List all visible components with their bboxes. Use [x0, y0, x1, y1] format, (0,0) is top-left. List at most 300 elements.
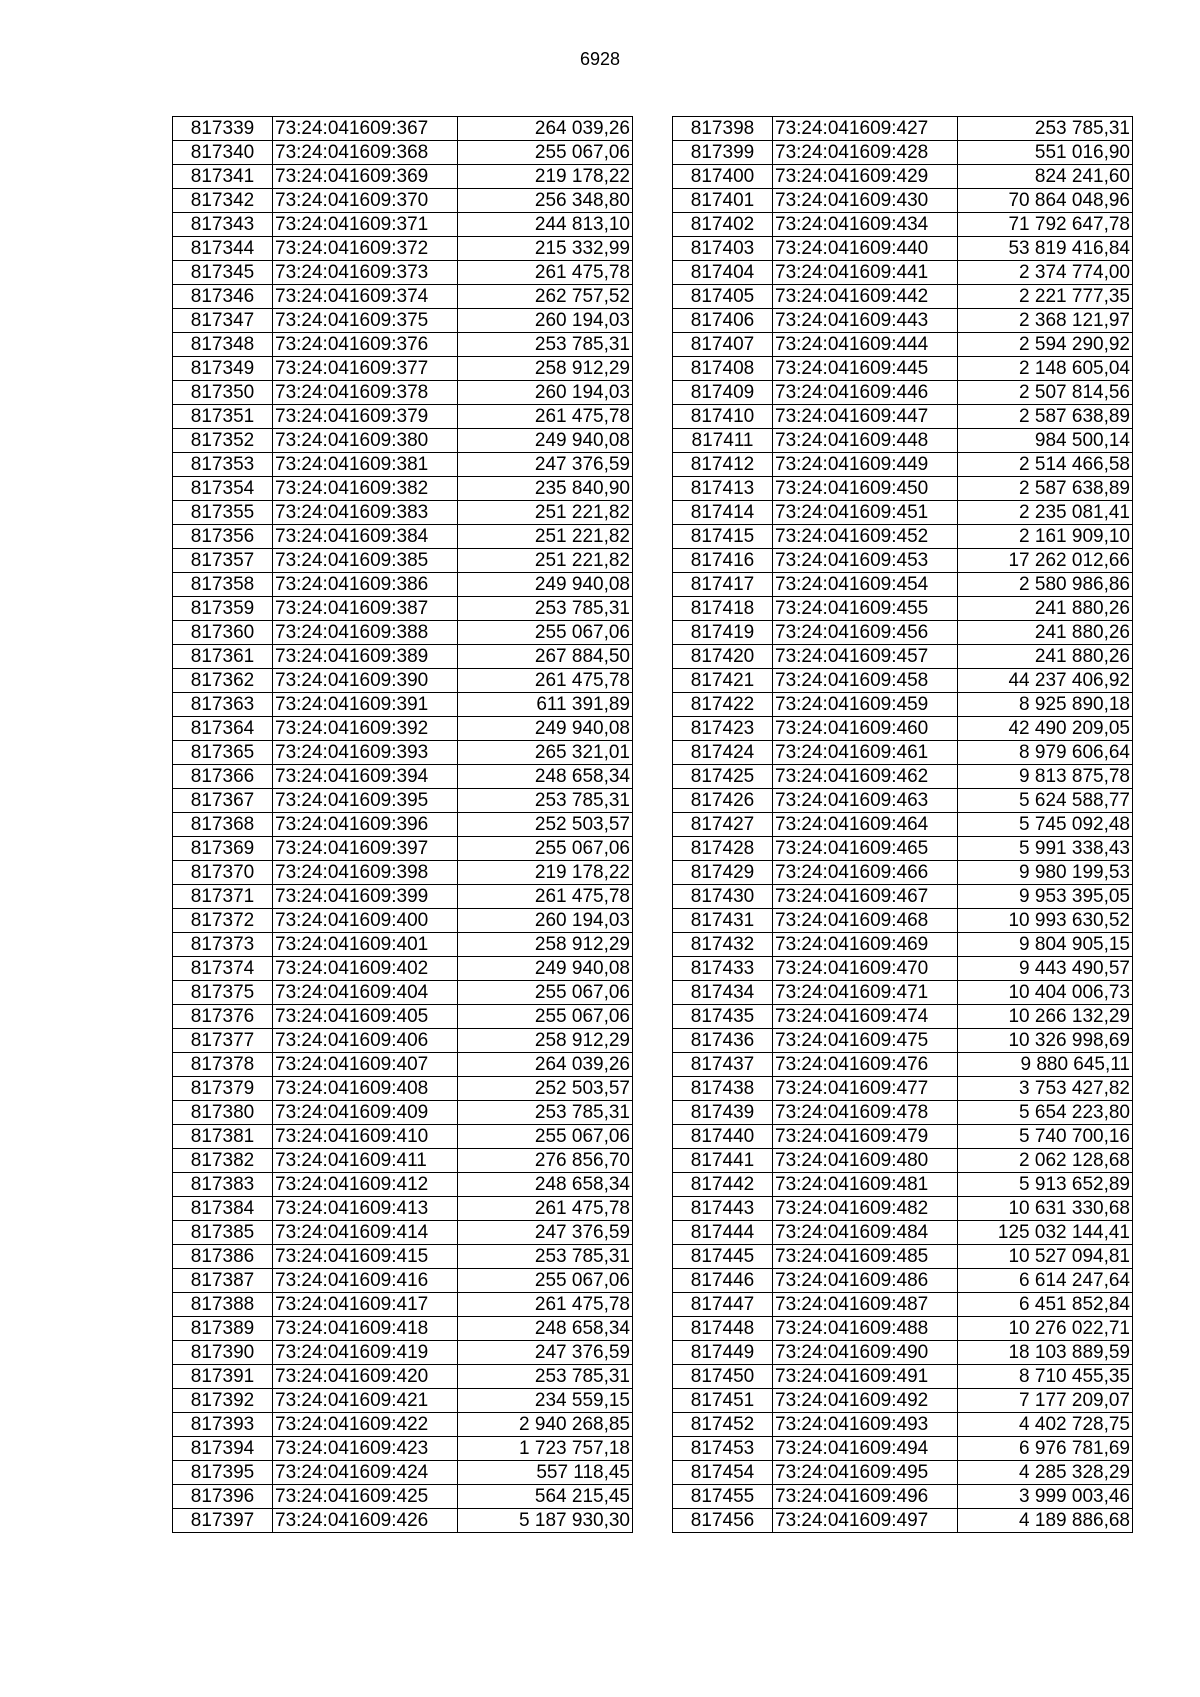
table-row: [673, 333, 1133, 357]
cadastral-number-cell: 73:24:041609:408: [273, 1077, 458, 1101]
record-number-cell: 817429: [673, 861, 773, 885]
record-number-cell: 817367: [173, 789, 273, 813]
value-cell: 2 374 774,00: [958, 261, 1133, 285]
value-cell: 262 757,52: [458, 285, 633, 309]
record-number-cell: 817363: [173, 693, 273, 717]
cadastral-number-cell: 73:24:041609:418: [273, 1317, 458, 1341]
record-number-cell: 817351: [173, 405, 273, 429]
table-row: [673, 309, 1133, 333]
record-number-cell: 817395: [173, 1461, 273, 1485]
table-row: [673, 885, 1133, 909]
value-cell: 249 940,08: [458, 573, 633, 597]
record-number-cell: 817445: [673, 1245, 773, 1269]
table-row: [173, 1245, 633, 1269]
value-cell: 241 880,26: [958, 597, 1133, 621]
table-row: [673, 357, 1133, 381]
cadastral-number-cell: 73:24:041609:449: [773, 453, 958, 477]
cadastral-number-cell: 73:24:041609:434: [773, 213, 958, 237]
value-cell: 251 221,82: [458, 525, 633, 549]
cadastral-number-cell: 73:24:041609:444: [773, 333, 958, 357]
cadastral-number-cell: 73:24:041609:448: [773, 429, 958, 453]
record-number-cell: 817392: [173, 1389, 273, 1413]
value-cell: 248 658,34: [458, 765, 633, 789]
cadastral-number-cell: 73:24:041609:463: [773, 789, 958, 813]
value-cell: 249 940,08: [458, 957, 633, 981]
record-number-cell: 817385: [173, 1221, 273, 1245]
table-row: [673, 405, 1133, 429]
table-row: [673, 717, 1133, 741]
value-cell: 2 235 081,41: [958, 501, 1133, 525]
record-number-cell: 817433: [673, 957, 773, 981]
record-number-cell: 817355: [173, 501, 273, 525]
cadastral-number-cell: 73:24:041609:377: [273, 357, 458, 381]
record-number-cell: 817390: [173, 1341, 273, 1365]
value-cell: 253 785,31: [458, 333, 633, 357]
record-number-cell: 817373: [173, 933, 273, 957]
table-row: [673, 1341, 1133, 1365]
table-row: [173, 597, 633, 621]
cadastral-number-cell: 73:24:041609:426: [273, 1509, 458, 1533]
record-number-cell: 817425: [673, 765, 773, 789]
value-cell: 9 443 490,57: [958, 957, 1133, 981]
table-row: [173, 1101, 633, 1125]
record-number-cell: 817452: [673, 1413, 773, 1437]
record-number-cell: 817401: [673, 189, 773, 213]
value-cell: 44 237 406,92: [958, 669, 1133, 693]
value-cell: 264 039,26: [458, 1053, 633, 1077]
page-number: 6928: [579, 49, 621, 69]
table-row: [173, 669, 633, 693]
table-row: [173, 1293, 633, 1317]
cadastral-number-cell: 73:24:041609:393: [273, 741, 458, 765]
record-number-cell: 817435: [673, 1005, 773, 1029]
value-cell: 10 527 094,81: [958, 1245, 1133, 1269]
value-cell: 10 266 132,29: [958, 1005, 1133, 1029]
value-cell: 2 514 466,58: [958, 453, 1133, 477]
record-number-cell: 817386: [173, 1245, 273, 1269]
cadastral-number-cell: 73:24:041609:383: [273, 501, 458, 525]
value-cell: 260 194,03: [458, 381, 633, 405]
record-number-cell: 817340: [173, 141, 273, 165]
table-row: [673, 597, 1133, 621]
record-number-cell: 817440: [673, 1125, 773, 1149]
table-row: [173, 1317, 633, 1341]
table-row: [173, 165, 633, 189]
value-cell: 261 475,78: [458, 261, 633, 285]
table-row: [173, 405, 633, 429]
cadastral-number-cell: 73:24:041609:394: [273, 765, 458, 789]
table-row: [673, 525, 1133, 549]
cadastral-number-cell: 73:24:041609:386: [273, 573, 458, 597]
cadastral-number-cell: 73:24:041609:416: [273, 1269, 458, 1293]
cadastral-number-cell: 73:24:041609:455: [773, 597, 958, 621]
table-row: [173, 1125, 633, 1149]
cadastral-number-cell: 73:24:041609:427: [773, 117, 958, 141]
cadastral-number-cell: 73:24:041609:367: [273, 117, 458, 141]
cadastral-number-cell: 73:24:041609:491: [773, 1365, 958, 1389]
record-number-cell: 817389: [173, 1317, 273, 1341]
table-row: [173, 141, 633, 165]
cadastral-number-cell: 73:24:041609:405: [273, 1005, 458, 1029]
value-cell: 247 376,59: [458, 453, 633, 477]
value-cell: 253 785,31: [458, 1245, 633, 1269]
table-row: [173, 285, 633, 309]
record-number-cell: 817366: [173, 765, 273, 789]
value-cell: 5 654 223,80: [958, 1101, 1133, 1125]
record-number-cell: 817446: [673, 1269, 773, 1293]
record-number-cell: 817407: [673, 333, 773, 357]
cadastral-number-cell: 73:24:041609:450: [773, 477, 958, 501]
cadastral-number-cell: 73:24:041609:447: [773, 405, 958, 429]
table-row: [673, 141, 1133, 165]
cadastral-number-cell: 73:24:041609:382: [273, 477, 458, 501]
table-row: [173, 261, 633, 285]
table-row: [173, 1509, 633, 1533]
table-row: [173, 693, 633, 717]
table-row: [673, 813, 1133, 837]
cadastral-number-cell: 73:24:041609:466: [773, 861, 958, 885]
record-number-cell: 817368: [173, 813, 273, 837]
table-row: [173, 837, 633, 861]
table-row: [173, 1413, 633, 1437]
cadastral-number-cell: 73:24:041609:402: [273, 957, 458, 981]
value-cell: 260 194,03: [458, 909, 633, 933]
value-cell: 564 215,45: [458, 1485, 633, 1509]
cadastral-number-cell: 73:24:041609:395: [273, 789, 458, 813]
table-row: [173, 1365, 633, 1389]
record-number-cell: 817432: [673, 933, 773, 957]
record-number-cell: 817442: [673, 1173, 773, 1197]
value-cell: 10 326 998,69: [958, 1029, 1133, 1053]
record-number-cell: 817364: [173, 717, 273, 741]
record-number-cell: 817347: [173, 309, 273, 333]
cadastral-number-cell: 73:24:041609:497: [773, 1509, 958, 1533]
value-cell: 984 500,14: [958, 429, 1133, 453]
table-row: [673, 381, 1133, 405]
record-number-cell: 817444: [673, 1221, 773, 1245]
value-cell: 5 187 930,30: [458, 1509, 633, 1533]
value-cell: 253 785,31: [458, 789, 633, 813]
table-row: [673, 861, 1133, 885]
cadastral-number-cell: 73:24:041609:457: [773, 645, 958, 669]
value-cell: 1 723 757,18: [458, 1437, 633, 1461]
record-number-cell: 817381: [173, 1125, 273, 1149]
value-cell: 8 979 606,64: [958, 741, 1133, 765]
value-cell: 6 976 781,69: [958, 1437, 1133, 1461]
cadastral-number-cell: 73:24:041609:446: [773, 381, 958, 405]
record-number-cell: 817358: [173, 573, 273, 597]
record-number-cell: 817374: [173, 957, 273, 981]
value-cell: 4 189 886,68: [958, 1509, 1133, 1533]
cadastral-number-cell: 73:24:041609:414: [273, 1221, 458, 1245]
table-row: [673, 549, 1133, 573]
table-row: [673, 621, 1133, 645]
cadastral-number-cell: 73:24:041609:469: [773, 933, 958, 957]
value-cell: 125 032 144,41: [958, 1221, 1133, 1245]
table-row: [173, 333, 633, 357]
table-row: [173, 957, 633, 981]
value-cell: 261 475,78: [458, 885, 633, 909]
cadastral-number-cell: 73:24:041609:424: [273, 1461, 458, 1485]
cadastral-number-cell: 73:24:041609:406: [273, 1029, 458, 1053]
table-row: [673, 501, 1133, 525]
cadastral-number-cell: 73:24:041609:410: [273, 1125, 458, 1149]
record-number-cell: 817436: [673, 1029, 773, 1053]
right-data-table: [672, 116, 1133, 1533]
record-number-cell: 817447: [673, 1293, 773, 1317]
value-cell: 253 785,31: [958, 117, 1133, 141]
cadastral-number-cell: 73:24:041609:373: [273, 261, 458, 285]
left-data-table: [172, 116, 633, 1533]
value-cell: 9 980 199,53: [958, 861, 1133, 885]
record-number-cell: 817352: [173, 429, 273, 453]
table-row: [173, 1461, 633, 1485]
record-number-cell: 817409: [673, 381, 773, 405]
value-cell: 260 194,03: [458, 309, 633, 333]
cadastral-number-cell: 73:24:041609:372: [273, 237, 458, 261]
table-row: [673, 669, 1133, 693]
value-cell: 70 864 048,96: [958, 189, 1133, 213]
table-row: [673, 933, 1133, 957]
value-cell: 5 991 338,43: [958, 837, 1133, 861]
value-cell: 255 067,06: [458, 141, 633, 165]
value-cell: 251 221,82: [458, 501, 633, 525]
table-row: [173, 885, 633, 909]
value-cell: 258 912,29: [458, 1029, 633, 1053]
value-cell: 256 348,80: [458, 189, 633, 213]
record-number-cell: 817420: [673, 645, 773, 669]
cadastral-number-cell: 73:24:041609:389: [273, 645, 458, 669]
cadastral-number-cell: 73:24:041609:443: [773, 309, 958, 333]
table-row: [673, 909, 1133, 933]
value-cell: 219 178,22: [458, 861, 633, 885]
value-cell: 8 925 890,18: [958, 693, 1133, 717]
table-row: [673, 477, 1133, 501]
cadastral-number-cell: 73:24:041609:423: [273, 1437, 458, 1461]
value-cell: 276 856,70: [458, 1149, 633, 1173]
cadastral-number-cell: 73:24:041609:429: [773, 165, 958, 189]
record-number-cell: 817451: [673, 1389, 773, 1413]
table-row: [673, 1269, 1133, 1293]
value-cell: 248 658,34: [458, 1173, 633, 1197]
cadastral-number-cell: 73:24:041609:490: [773, 1341, 958, 1365]
value-cell: 255 067,06: [458, 1269, 633, 1293]
value-cell: 241 880,26: [958, 645, 1133, 669]
record-number-cell: 817417: [673, 573, 773, 597]
table-row: [173, 909, 633, 933]
cadastral-number-cell: 73:24:041609:425: [273, 1485, 458, 1509]
table-row: [673, 789, 1133, 813]
cadastral-number-cell: 73:24:041609:380: [273, 429, 458, 453]
cadastral-number-cell: 73:24:041609:484: [773, 1221, 958, 1245]
value-cell: 71 792 647,78: [958, 213, 1133, 237]
table-row: [173, 189, 633, 213]
cadastral-number-cell: 73:24:041609:496: [773, 1485, 958, 1509]
table-row: [673, 1461, 1133, 1485]
table-row: [173, 741, 633, 765]
table-row: [173, 645, 633, 669]
table-row: [673, 1509, 1133, 1533]
cadastral-number-cell: 73:24:041609:388: [273, 621, 458, 645]
table-row: [673, 1005, 1133, 1029]
table-row: [173, 789, 633, 813]
cadastral-number-cell: 73:24:041609:441: [773, 261, 958, 285]
table-row: [673, 1149, 1133, 1173]
value-cell: 253 785,31: [458, 1101, 633, 1125]
cadastral-number-cell: 73:24:041609:421: [273, 1389, 458, 1413]
cadastral-number-cell: 73:24:041609:440: [773, 237, 958, 261]
table-row: [673, 261, 1133, 285]
cadastral-number-cell: 73:24:041609:492: [773, 1389, 958, 1413]
record-number-cell: 817365: [173, 741, 273, 765]
record-number-cell: 817410: [673, 405, 773, 429]
record-number-cell: 817415: [673, 525, 773, 549]
record-number-cell: 817402: [673, 213, 773, 237]
value-cell: 2 507 814,56: [958, 381, 1133, 405]
table-row: [673, 1125, 1133, 1149]
record-number-cell: 817343: [173, 213, 273, 237]
record-number-cell: 817423: [673, 717, 773, 741]
cadastral-number-cell: 73:24:041609:415: [273, 1245, 458, 1269]
value-cell: 261 475,78: [458, 1197, 633, 1221]
cadastral-number-cell: 73:24:041609:407: [273, 1053, 458, 1077]
cadastral-number-cell: 73:24:041609:464: [773, 813, 958, 837]
cadastral-number-cell: 73:24:041609:442: [773, 285, 958, 309]
table-row: [173, 1197, 633, 1221]
value-cell: 2 148 605,04: [958, 357, 1133, 381]
cadastral-number-cell: 73:24:041609:420: [273, 1365, 458, 1389]
value-cell: 255 067,06: [458, 1125, 633, 1149]
table-row: [673, 1053, 1133, 1077]
record-number-cell: 817376: [173, 1005, 273, 1029]
record-number-cell: 817438: [673, 1077, 773, 1101]
cadastral-number-cell: 73:24:041609:390: [273, 669, 458, 693]
cadastral-number-cell: 73:24:041609:409: [273, 1101, 458, 1125]
record-number-cell: 817344: [173, 237, 273, 261]
table-row: [173, 861, 633, 885]
value-cell: 2 940 268,85: [458, 1413, 633, 1437]
table-row: [173, 309, 633, 333]
table-row: [173, 1389, 633, 1413]
table-row: [673, 765, 1133, 789]
table-row: [673, 1317, 1133, 1341]
table-row: [673, 1389, 1133, 1413]
table-row: [673, 1485, 1133, 1509]
cadastral-number-cell: 73:24:041609:401: [273, 933, 458, 957]
value-cell: 2 368 121,97: [958, 309, 1133, 333]
record-number-cell: 817400: [673, 165, 773, 189]
record-number-cell: 817406: [673, 309, 773, 333]
record-number-cell: 817354: [173, 477, 273, 501]
record-number-cell: 817369: [173, 837, 273, 861]
cadastral-number-cell: 73:24:041609:398: [273, 861, 458, 885]
cadastral-number-cell: 73:24:041609:378: [273, 381, 458, 405]
cadastral-number-cell: 73:24:041609:369: [273, 165, 458, 189]
value-cell: 9 813 875,78: [958, 765, 1133, 789]
cadastral-number-cell: 73:24:041609:478: [773, 1101, 958, 1125]
cadastral-number-cell: 73:24:041609:384: [273, 525, 458, 549]
table-row: [673, 285, 1133, 309]
record-number-cell: 817360: [173, 621, 273, 645]
record-number-cell: 817377: [173, 1029, 273, 1053]
record-number-cell: 817405: [673, 285, 773, 309]
value-cell: 258 912,29: [458, 357, 633, 381]
record-number-cell: 817404: [673, 261, 773, 285]
value-cell: 611 391,89: [458, 693, 633, 717]
cadastral-number-cell: 73:24:041609:419: [273, 1341, 458, 1365]
record-number-cell: 817397: [173, 1509, 273, 1533]
table-row: [673, 1173, 1133, 1197]
cadastral-number-cell: 73:24:041609:430: [773, 189, 958, 213]
record-number-cell: 817356: [173, 525, 273, 549]
table-row: [673, 1029, 1133, 1053]
record-number-cell: 817387: [173, 1269, 273, 1293]
record-number-cell: 817450: [673, 1365, 773, 1389]
cadastral-number-cell: 73:24:041609:485: [773, 1245, 958, 1269]
cadastral-number-cell: 73:24:041609:422: [273, 1413, 458, 1437]
left-table-body: [173, 117, 633, 1533]
table-row: [173, 117, 633, 141]
table-row: [173, 1269, 633, 1293]
table-row: [173, 1173, 633, 1197]
cadastral-number-cell: 73:24:041609:411: [273, 1149, 458, 1173]
cadastral-number-cell: 73:24:041609:456: [773, 621, 958, 645]
value-cell: 8 710 455,35: [958, 1365, 1133, 1389]
value-cell: 2 587 638,89: [958, 405, 1133, 429]
cadastral-number-cell: 73:24:041609:458: [773, 669, 958, 693]
record-number-cell: 817428: [673, 837, 773, 861]
cadastral-number-cell: 73:24:041609:445: [773, 357, 958, 381]
cadastral-number-cell: 73:24:041609:417: [273, 1293, 458, 1317]
value-cell: 234 559,15: [458, 1389, 633, 1413]
value-cell: 255 067,06: [458, 981, 633, 1005]
record-number-cell: 817421: [673, 669, 773, 693]
value-cell: 2 580 986,86: [958, 573, 1133, 597]
table-row: [173, 1221, 633, 1245]
table-row: [173, 1437, 633, 1461]
table-row: [673, 1293, 1133, 1317]
value-cell: 42 490 209,05: [958, 717, 1133, 741]
table-row: [173, 1077, 633, 1101]
record-number-cell: 817448: [673, 1317, 773, 1341]
table-row: [173, 933, 633, 957]
table-row: [673, 237, 1133, 261]
value-cell: 10 404 006,73: [958, 981, 1133, 1005]
table-row: [173, 477, 633, 501]
cadastral-number-cell: 73:24:041609:467: [773, 885, 958, 909]
value-cell: 267 884,50: [458, 645, 633, 669]
value-cell: 247 376,59: [458, 1341, 633, 1365]
value-cell: 253 785,31: [458, 1365, 633, 1389]
cadastral-number-cell: 73:24:041609:461: [773, 741, 958, 765]
record-number-cell: 817341: [173, 165, 273, 189]
cadastral-number-cell: 73:24:041609:396: [273, 813, 458, 837]
value-cell: 255 067,06: [458, 1005, 633, 1029]
value-cell: 264 039,26: [458, 117, 633, 141]
value-cell: 235 840,90: [458, 477, 633, 501]
record-number-cell: 817391: [173, 1365, 273, 1389]
cadastral-number-cell: 73:24:041609:470: [773, 957, 958, 981]
table-row: [173, 1053, 633, 1077]
cadastral-number-cell: 73:24:041609:451: [773, 501, 958, 525]
value-cell: 9 953 395,05: [958, 885, 1133, 909]
record-number-cell: 817349: [173, 357, 273, 381]
value-cell: 2 594 290,92: [958, 333, 1133, 357]
record-number-cell: 817379: [173, 1077, 273, 1101]
record-number-cell: 817456: [673, 1509, 773, 1533]
table-row: [173, 549, 633, 573]
table-row: [673, 213, 1133, 237]
